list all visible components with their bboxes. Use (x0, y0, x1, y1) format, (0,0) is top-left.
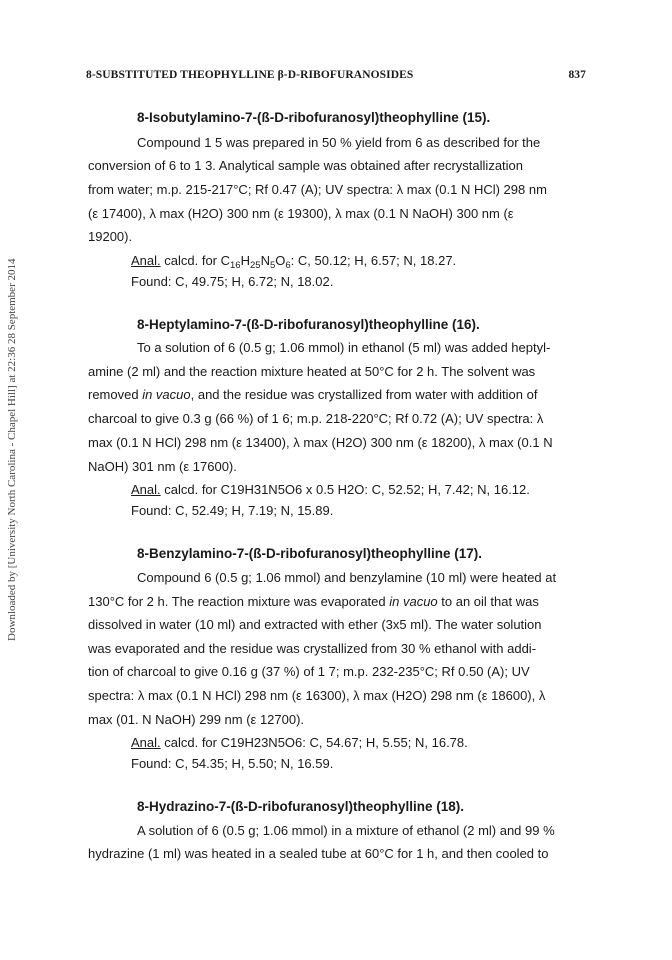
analysis-calcd: Anal. calcd. for $C_{16}H_{25}N_5O_6$: C, 50.12; H, 6.57; N, 18.27. (131, 253, 457, 271)
paragraph-line: max (0.1 N HCl) 298 nm (ε 13400), λ max (H2O) 300 nm (ε 18200), λ max (0.1 N (88, 435, 553, 450)
analysis-calcd: Anal. calcd. for C19H23N5O6: C, 54.67; H, 5.55; N, 16.78. (131, 735, 468, 750)
section-title-15: 8-Isobutylamino-7-(ß-D-ribofuranosyl)theophylline (15). (137, 110, 491, 125)
paragraph-line: max (01. N NaOH) 299 nm (ε 12700). (88, 712, 305, 727)
analysis-found: Found: C, 52.49; H, 7.19; N, 15.89. (131, 503, 334, 518)
paragraph-line: conversion of 6 to 1 3. Analytical sample was obtained after recrystallization (88, 158, 524, 173)
paragraph-line: removed in vacuo, and the residue was crystallized from water with addition of (88, 387, 538, 402)
analysis-calcd: Anal. calcd. for C19H31N5O6 x 0.5 H2O: C, 52.52; H, 7.42; N, 16.12. (131, 482, 530, 497)
paragraph-line: was evaporated and the residue was crystallized from 30 % ethanol with addi- (88, 641, 537, 656)
paragraph-line: spectra: λ max (0.1 N HCl) 298 nm (ε 16300), λ max (H2O) 298 nm (ε 18600), λ (88, 688, 546, 703)
paragraph-line: A solution of 6 (0.5 g; 1.06 mmol) in a mixture of ethanol (2 ml) and 99 % (137, 823, 555, 838)
paragraph-line: NaOH) 301 nm (ε 17600). (88, 459, 237, 474)
section-title-16: 8-Heptylamino-7-(ß-D-ribofuranosyl)theophylline (16). (137, 317, 480, 332)
running-title: 8-SUBSTITUTED THEOPHYLLINE β-D-RIBOFURANOSIDES (86, 69, 414, 81)
paragraph-line: amine (2 ml) and the reaction mixture heated at 50°C for 2 h. The solvent was (88, 364, 536, 379)
download-watermark: Downloaded by [University North Carolina - Chapel Hill] at 22:36 28 September 2014 (6, 258, 18, 642)
paragraph-line: from water; m.p. 215-217°C; Rf 0.47 (A); UV spectra: λ max (0.1 N HCl) 298 nm (88, 182, 547, 197)
analysis-found: Found: C, 49.75; H, 6.72; N, 18.02. (131, 274, 334, 289)
paragraph-line: hydrazine (1 ml) was heated in a sealed tube at 60°C for 1 h, and then cooled to (88, 846, 549, 861)
section-title-17: 8-Benzylamino-7-(ß-D-ribofuranosyl)theophylline (17). (137, 546, 483, 561)
paragraph-line: tion of charcoal to give 0.16 g (37 %) of 1 7; m.p. 232-235°C; Rf 0.50 (A); UV (88, 664, 530, 679)
paragraph-line: Compound 1 5 was prepared in 50 % yield from 6 as described for the (137, 135, 541, 150)
paragraph-line: 19200). (88, 229, 133, 244)
paragraph-line: 130°C for 2 h. The reaction mixture was evaporated in vacuo to an oil that was (88, 594, 539, 609)
paragraph-line: dissolved in water (10 ml) and extracted with ether (3x5 ml). The water solution (88, 617, 542, 632)
paragraph-line: (ε 17400), λ max (H2O) 300 nm (ε 19300), λ max (0.1 N NaOH) 300 nm (ε (88, 206, 514, 221)
paragraph-line: To a solution of 6 (0.5 g; 1.06 mmol) in ethanol (5 ml) was added heptyl- (137, 340, 551, 355)
section-title-18: 8-Hydrazino-7-(ß-D-ribofuranosyl)theophylline (18). (137, 799, 465, 814)
paragraph-line: Compound 6 (0.5 g; 1.06 mmol) and benzylamine (10 ml) were heated at (137, 570, 557, 585)
running-header (86, 69, 586, 89)
analysis-found: Found: C, 54.35; H, 5.50; N, 16.59. (131, 756, 334, 771)
page-number: 837 (568, 69, 586, 81)
paragraph-line: charcoal to give 0.3 g (66 %) of 1 6; m.p. 218-220°C; Rf 0.72 (A); UV spectra: λ (88, 411, 544, 426)
